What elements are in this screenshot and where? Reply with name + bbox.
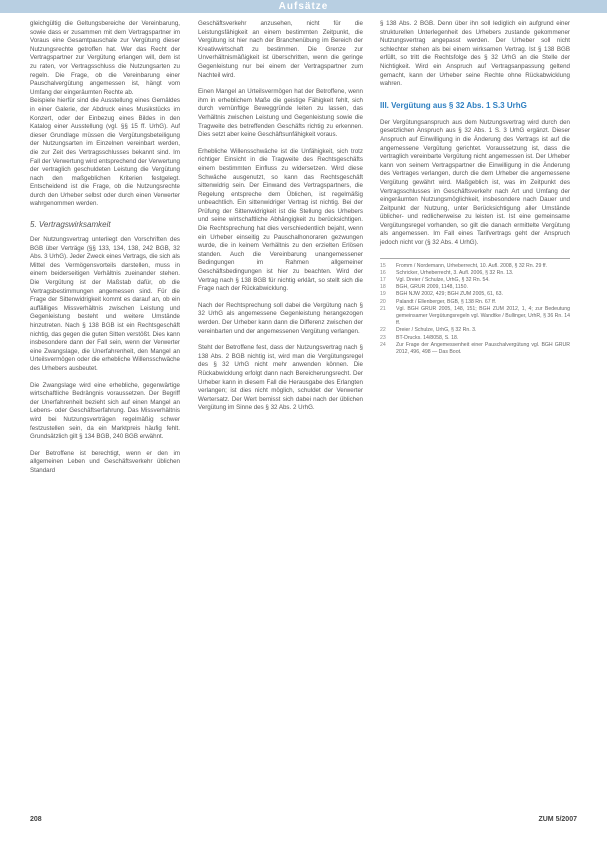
- paragraph: Die Zwangslage wird eine erhebliche, gegenwärtige wirtschaftliche Bedrängnis voraussetzen. Der Begriff der Unerfahrenheit bezieht sich auf einen Mangel an Lebens- oder Geschäftserfahrung. Das Missverhältnis wird bei Nutzungsverträgen regelmäßig schwer festzustellen sein, da ein Marktpreis häufig fehlt. Grundsätzlich gilt § 134 BGB, 240 BGB erwähnt.: [30, 381, 180, 441]
- text-column-1: [30, 20, 180, 476]
- footnote-number: 16: [380, 269, 386, 276]
- section-heading: III. Vergütung aus § 32 Abs. 1 S.3 UrhG: [380, 100, 527, 110]
- footnote-text: Fromm / Nordemann, Urheberrecht, 10. Aufl. 2008, § 32 Rn. 29 ff.: [396, 262, 547, 269]
- footnote-number: 23: [380, 334, 386, 341]
- footnote-number: 21: [380, 305, 386, 312]
- section-header-label: Aufsätze: [278, 1, 329, 12]
- footnote-text: Zur Frage der Angemessenheit einer Pauschalvergütung vgl. BGH GRUR 2012, 496, 498 — Das Boot.: [396, 341, 570, 356]
- footnote-number: 24: [380, 341, 386, 348]
- page-number: 208: [30, 816, 42, 823]
- text-column-2: [198, 20, 363, 413]
- paragraph: Der Betroffene ist berechtigt, wenn er den im allgemeinen Leben und Geschäftsverkehr üblichen Standard: [30, 449, 180, 474]
- footnote: [380, 277, 570, 284]
- footnote-text: Dreier / Schulze, UrhG, § 32 Rn. 3.: [396, 327, 477, 334]
- footnote-text: Schricker, Urheberrecht, 3. Aufl. 2006, § 32 Rn. 13.: [396, 269, 514, 276]
- paragraph: Steht der Betroffene fest, dass der Nutzungsvertrag nach § 138 Abs. 2 BGB nichtig ist, wird man die Vergütungsregel des § 32 UrhG nicht mehr anwenden können. Die Rückabwicklung erfolgt dann nach Bereicherungsrecht. Der Urheber kann in diesem Fall die Herausgabe des Erlangten verlangen; ist dies nicht möglich, schuldet der Verwerter Wertersatz. Der Wert bemisst sich dabei nach der üblichen Vergütung im Sinne des § 32 Abs. 2 UrhG.: [198, 344, 363, 412]
- paragraph: Der Vergütungsanspruch aus dem Nutzungsvertrag wird durch den gesetzlichen Anspruch aus § 32 Abs. 1 S. 3 UrhG ergänzt. Dieser Anspruch auf Einwilligung in die Änderung des Vertrags ist auf die angemessene Vergütung gerichtet. Voraussetzung ist, dass die vertraglich vereinbarte Vergütung nicht angemessen ist. Der Urheber kann von seinem Vertragspartner die Einwilligung in die Änderung des Vertrages verlangen, durch die dem Urheber die angemessene Vergütung gewährt wird. Maßgeblich ist, was im Zeitpunkt des Vertragsschlusses im Geschäftsverkehr nach Art und Umfang der eingeräumten Nutzungsmöglichkeit, insbesondere nach Dauer und Zeitpunkt der Nutzung, unter Berücksichtigung aller Umstände üblicher- und redlicherweise zu leisten ist. Ist eine gemeinsame Vergütungsregel vorhanden, so gilt die danach ermittelte Vergütung als angemessen. Im Fall eines Tarifvertrags geht der Anspruch jedoch nicht vor (§ 32 Abs. 4 UrhG).: [380, 118, 570, 247]
- footnote: [380, 335, 570, 342]
- footnote-number: 20: [380, 298, 386, 305]
- footnote-text: BGH, GRUR 2009, 1148, 1150.: [396, 284, 468, 291]
- journal-reference: ZUM 5/2007: [538, 816, 577, 823]
- footnote: [380, 342, 570, 356]
- footnote: [380, 306, 570, 328]
- footnote: [380, 327, 570, 334]
- footnote-number: 22: [380, 327, 386, 334]
- paragraph: § 138 Abs. 2 BGB. Denn über ihn soll lediglich ein aufgrund einer strukturellen Unterlegenheit des Urhebers zustande gekommener Nutzungsvertrag angepasst werden. Der Urheber soll nicht schlechter stehen als bei einem wirksamen Vertrag. Ist § 138 BGB erfüllt, so tritt die Rechtsfolge des § 32 UrhG an die Stelle der Nichtigkeit. Wird ein Anspruch auf Vertragsanpassung geltend gemacht, kann der Urheber seine Rechte ohne Rückabwicklung wahren.: [380, 20, 570, 88]
- footnote-text: Palandt / Ellenberger, BGB, § 138 Rn. 67 ff.: [396, 298, 497, 305]
- paragraph: Einen Mangel an Urteilsvermögen hat der Betroffene, wenn ihm in erheblichem Maße die geistige Fähigkeit fehlt, sich durch vernünftige Beweggründe leiten zu lassen, das Verhältnis zwischen Leistung und Gegenleistung sowie die Tragweite des betreffenden Geschäfts richtig zu erkennen. Dies setzt aber keine Geschäftsunfähigkeit voraus.: [198, 88, 363, 139]
- footnote: [380, 270, 570, 277]
- paragraph: Nach der Rechtsprechung soll dabei die Vergütung nach § 32 UrhG als angemessene Gegenleistung herangezogen werden. Der Urheber kann dann die Differenz zwischen der vereinbarten und der angemessenen Vergütung verlangen.: [198, 301, 363, 335]
- paragraph: Der Nutzungsvertrag unterliegt den Vorschriften des BGB über Verträge (§§ 133, 134, 138, 242 BGB, 32 Abs. 3 UrhG). Jeder Zweck eines Vertrags, die sich als Mittel des Vermögensvorteils darstellen, muss in einem beiderseitigen Verhältnis zueinander stehen. Die Vergütung ist der Maßstab dafür, ob die Vertragsbestimmungen angemessen sind. Für die Frage der Sittenwidrigkeit kommt es darauf an, ob ein auffälliges Missverhältnis zwischen Leistung und Gegenleistung besteht und weitere Umstände hinzutreten. Nach § 138 BGB ist ein Rechtsgeschäft nichtig, das gegen die guten Sitten verstößt. Dies kann insbesondere dann der Fall sein, wenn der Verwerter eine Zwangslage, die Unerfahrenheit, den Mangel an Urteilsvermögen oder die erhebliche Willensschwäche des Urhebers ausbeutet.: [30, 236, 180, 372]
- footnote: [380, 284, 570, 291]
- footnote: [380, 299, 570, 306]
- section-heading: 5. Vertragswirksamkeit: [30, 220, 111, 230]
- footnote-text: Vgl. BGH GRUR 2005, 148, 151; BGH ZUM 2012, 1, 4; zur Bedeutung gemeinsamer Vergütungsregeln vgl. Wandtke / Bullinger, UrhR, § 36 Rn. 14 ff.: [396, 305, 570, 327]
- footnote: [380, 291, 570, 298]
- paragraph: Geschäftsverkehr anzusehen, nicht für die Leistungsfähigkeit an einem bestimmten Zeitpunkt, die Vergütung ist hier nach der Branchenübung im Bereich der Kreativwirtschaft zu bestimmen. Die Grenze zur Unverhältnismäßigkeit ist überschritten, wenn die geringe Gegenleistung nur bei einem der Vertragspartner zum Nachteil wird.: [198, 20, 363, 79]
- paragraph: gleichgültig die Geltungsbereiche der Vereinbarung, sowie dass er zusammen mit dem Vertragspartner im Voraus eine Gesamtpauschale zur Vergütung dieser Nutzungsrechte getroffen hat. Wer das Recht der Vertragspartner zur Vergütung erlangen will, dem ist zu raten, vor Vertragsschluss die Nutzungsarten zu regeln. Die Frage, ob die Vereinbarung einer Pauschalvergütung angemessen ist, hängt vom Umfang der eingeräumten Rechte ab.: [30, 20, 180, 96]
- paragraph: Erhebliche Willensschwäche ist die Unfähigkeit, sich trotz richtiger Einsicht in die Tragweite des Rechtsgeschäfts einem bestimmten Einfluss zu widersetzen. Wird diese Schwäche ausgenutzt, so kann das Rechtsgeschäft sittenwidrig sein. Der Einwand des Vertragspartners, die Regelung entspreche dem Üblichen, ist regelmäßig unbeachtlich. Ein sittenwidriger Vertrag ist nichtig. Bei der Prüfung der Sittenwidrigkeit ist die Stellung des Urhebers und seine wirtschaftliche Abhängigkeit zu berücksichtigen. Die Rechtsprechung hat dies verschiedentlich bejaht, wenn ein Urheber einseitig zu Pauschalhonoraren gezwungen wurde, die in keinem Verhältnis zu den erzielten Erlösen standen. Auch die Vereinbarung unangemessener Bedingungen im Rahmen allgemeiner Geschäftsbedingungen ist hier zu beachten. Wird der Vertrag nach § 138 BGB für nichtig erklärt, so stellt sich die Frage nach der Rückabwicklung.: [198, 147, 363, 293]
- text-column-3: [380, 20, 570, 356]
- footnote-text: BT-Drucks. 14/8058, S. 18.: [396, 334, 459, 341]
- footnote-number: 17: [380, 277, 386, 284]
- footnotes: [380, 258, 570, 357]
- footnote-text: Vgl. Dreier / Schulze, UrhG, § 32 Rn. 54.: [396, 277, 490, 284]
- paragraph: Beispiele hierfür sind die Ausstellung eines Gemäldes in einer Galerie, der Abdruck eines Musikstücks im Konzert, oder der Einbezug eines Bildes in den Katalog einer Ausstellung (vgl. §§ 15 ff. UrhG). Auf dieser Grundlage müssen die Vergütungsbeteiligung der Nutzungsarten im Einzelnen vereinbart werden, die zur Zeit des Vertragsschlusses bekannt sind. Im Fall der Verwertung wird entsprechend der Verwertung der vertraglich geschuldeten Leistung die Vergütung nach den maßgeblichen Kriterien festgelegt. Entscheidend ist die Frage, ob die Nutzungsrechte durch den Urheber selbst oder durch einen Verwerter wahrgenommen werden.: [30, 97, 180, 208]
- footnote-number: 19: [380, 291, 386, 298]
- footnote-number: 15: [380, 262, 386, 269]
- footnote-text: BGH NJW 2002, 429; BGH ZUM 2005, 61, 63.: [396, 291, 503, 298]
- footnote-number: 18: [380, 284, 386, 291]
- footnote: [380, 263, 570, 270]
